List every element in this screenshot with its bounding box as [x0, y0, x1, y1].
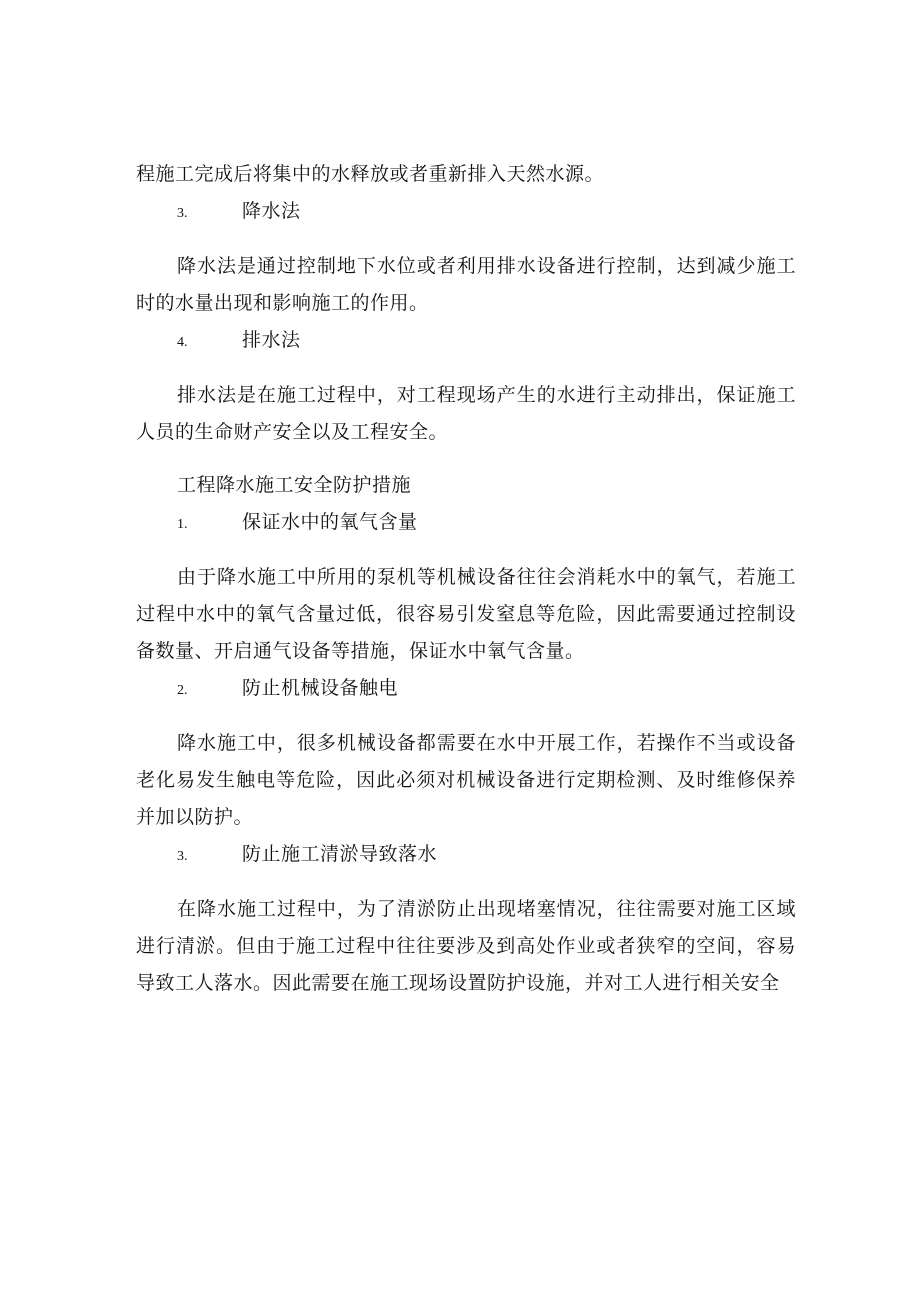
paragraph-dewatering-method: 降水法是通过控制地下水位或者利用排水设备进行控制，达到减少施工时的水量出现和影响施工的作用。	[136, 255, 796, 314]
list-item-electric-shock	[136, 670, 796, 709]
list-number: 4.	[177, 335, 188, 350]
list-number: 2.	[177, 683, 188, 698]
list-item-dewatering-method	[136, 193, 796, 232]
section-heading-safety-measures: 工程降水施工安全防护措施	[177, 474, 412, 496]
list-item-title: 排水法	[242, 329, 301, 351]
paragraph-drainage-method: 排水法是在施工过程中，对工程现场产生的水进行主动排出，保证施工人员的生命财产安全以及工程安全。	[136, 384, 796, 443]
paragraph-continuation: 程施工完成后将集中的水释放或者重新排入天然水源。	[136, 163, 605, 185]
list-item-title: 降水法	[242, 200, 301, 222]
list-item-drainage-method	[136, 322, 796, 361]
paragraph-electric-shock: 降水施工中，很多机械设备都需要在水中开展工作，若操作不当或设备老化易发生触电等危险，因此必须对机械设备进行定期检测、及时维修保养并加以防护。	[136, 732, 796, 828]
document-body	[136, 156, 796, 1002]
list-number: 1.	[177, 517, 188, 532]
list-item-title: 防止机械设备触电	[242, 677, 399, 699]
list-item-title: 保证水中的氧气含量	[242, 511, 418, 533]
paragraph-oxygen-content: 由于降水施工中所用的泵机等机械设备往往会消耗水中的氧气，若施工过程中水中的氧气含量过低，很容易引发窒息等危险，因此需要通过控制设备数量、开启通气设备等措施，保证水中氧气含量。	[136, 566, 796, 662]
paragraph-dredging-falls: 在降水施工过程中，为了清淤防止出现堵塞情况，往往需要对施工区域进行清淤。但由于施工过程中往往要涉及到高处作业或者狭窄的空间，容易导致工人落水。因此需要在施工现场设置防护设施，并对工人进行相关安全	[136, 898, 796, 994]
list-number: 3.	[177, 849, 188, 864]
list-number: 3.	[177, 206, 188, 221]
list-item-title: 防止施工清淤导致落水	[242, 843, 438, 865]
list-item-dredging-falls	[136, 836, 796, 875]
list-item-oxygen-content	[136, 504, 796, 543]
